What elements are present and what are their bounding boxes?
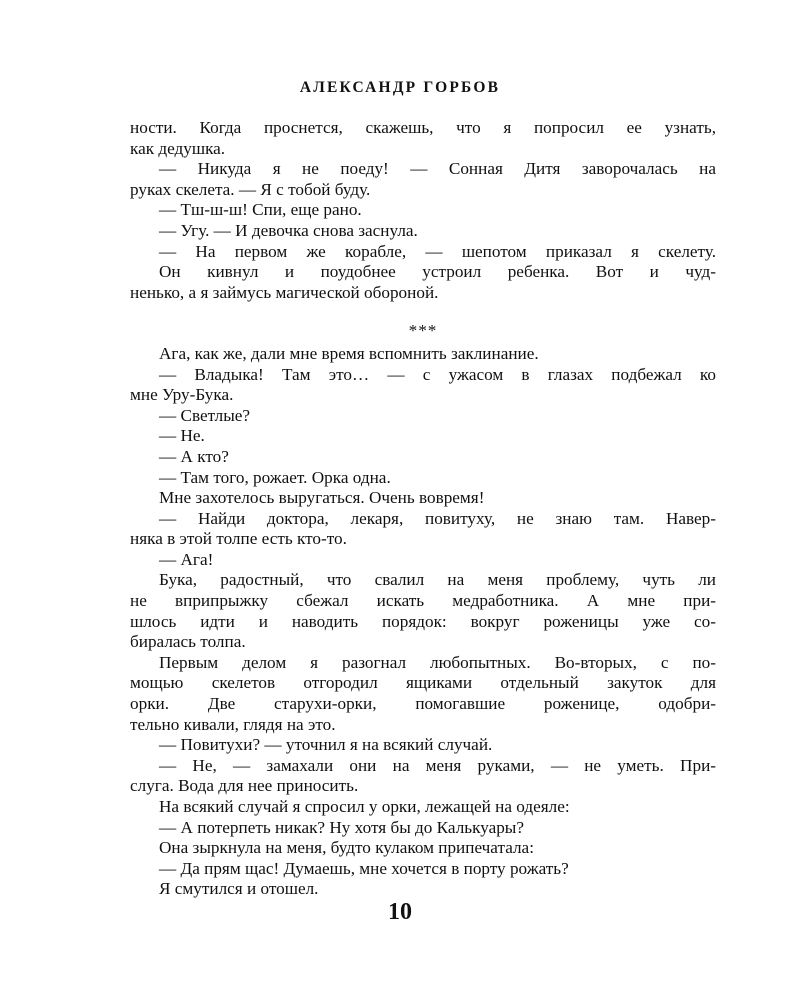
- text-line: — Не, — замахали они на меня руками, — не уметь. При-: [159, 755, 716, 775]
- text-line: Я смутился и отошел.: [159, 879, 319, 899]
- section-separator: ***: [408, 321, 438, 341]
- text-line: тельно кивали, глядя на это.: [130, 714, 336, 734]
- text-line: — А потерпеть никак? Ну хотя бы до Калькуары?: [159, 817, 524, 837]
- text-line: как дедушка.: [130, 138, 226, 158]
- text-line: — Ага!: [159, 549, 214, 569]
- section-gap: [130, 303, 716, 321]
- text-line: — А кто?: [159, 446, 229, 466]
- text-line: Она зыркнула на меня, будто кулаком припечатала:: [159, 838, 534, 858]
- text-line: Он кивнул и поудобнее устроил ребенка. Вот и чуд-: [159, 262, 716, 282]
- text-line: шлось идти и наводить порядок: вокруг роженицы уже со-: [130, 611, 716, 631]
- text-line: — Повитухи? — уточнил я на всякий случай.: [159, 735, 493, 755]
- text-line: — Никуда я не поеду! — Сонная Дитя заворочалась на: [159, 159, 716, 179]
- page-number: 10: [388, 899, 412, 925]
- text-line: не вприпрыжку сбежал искать медработника. А мне при-: [130, 591, 716, 611]
- text-line: руках скелета. — Я с тобой буду.: [130, 179, 371, 199]
- text-line: ненько, а я займусь магической обороной.: [130, 282, 439, 302]
- text-line: мне Уру-Бука.: [130, 385, 234, 405]
- text-line: — На первом же корабле, — шепотом приказал я скелету.: [159, 241, 716, 261]
- text-line: слуга. Вода для нее приносить.: [130, 776, 359, 796]
- text-line: — Найди доктора, лекаря, повитуху, не знаю там. Навер-: [159, 508, 716, 528]
- text-line: няка в этой толпе есть кто-то.: [130, 529, 347, 549]
- running-head: АЛЕКСАНДР ГОРБОВ: [299, 79, 501, 96]
- text-line: — Не.: [159, 426, 205, 446]
- text-line: Ага, как же, дали мне время вспомнить заклинание.: [159, 343, 539, 363]
- text-line: Мне захотелось выругаться. Очень вовремя!: [159, 488, 485, 508]
- text-line: Первым делом я разогнал любопытных. Во-вторых, с по-: [159, 652, 716, 672]
- text-line: — Владыка! Там это… — с ужасом в глазах подбежал ко: [159, 364, 716, 384]
- text-line: На всякий случай я спросил у орки, лежащей на одеяле:: [159, 797, 570, 816]
- text-line: — Тш-ш-ш! Спи, еще рано.: [159, 200, 362, 220]
- text-block: [130, 118, 716, 900]
- text-line: ности. Когда проснется, скажешь, что я попросил ее узнать,: [130, 118, 716, 137]
- text-line: — Светлые?: [159, 405, 251, 425]
- text-line: биралась толпа.: [130, 632, 246, 652]
- text-line: орки. Две старухи-орки, помогавшие роженице, одобри-: [130, 694, 716, 714]
- text-line: — Да прям щас! Думаешь, мне хочется в порту рожать?: [159, 858, 569, 878]
- text-line: — Там того, рожает. Орка одна.: [159, 467, 391, 487]
- text-line: Бука, радостный, что свалил на меня проблему, чуть ли: [159, 570, 716, 590]
- text-line: — Угу. — И девочка снова заснула.: [159, 220, 418, 240]
- text-line: мощью скелетов отгородил ящиками отдельный закуток для: [130, 673, 716, 693]
